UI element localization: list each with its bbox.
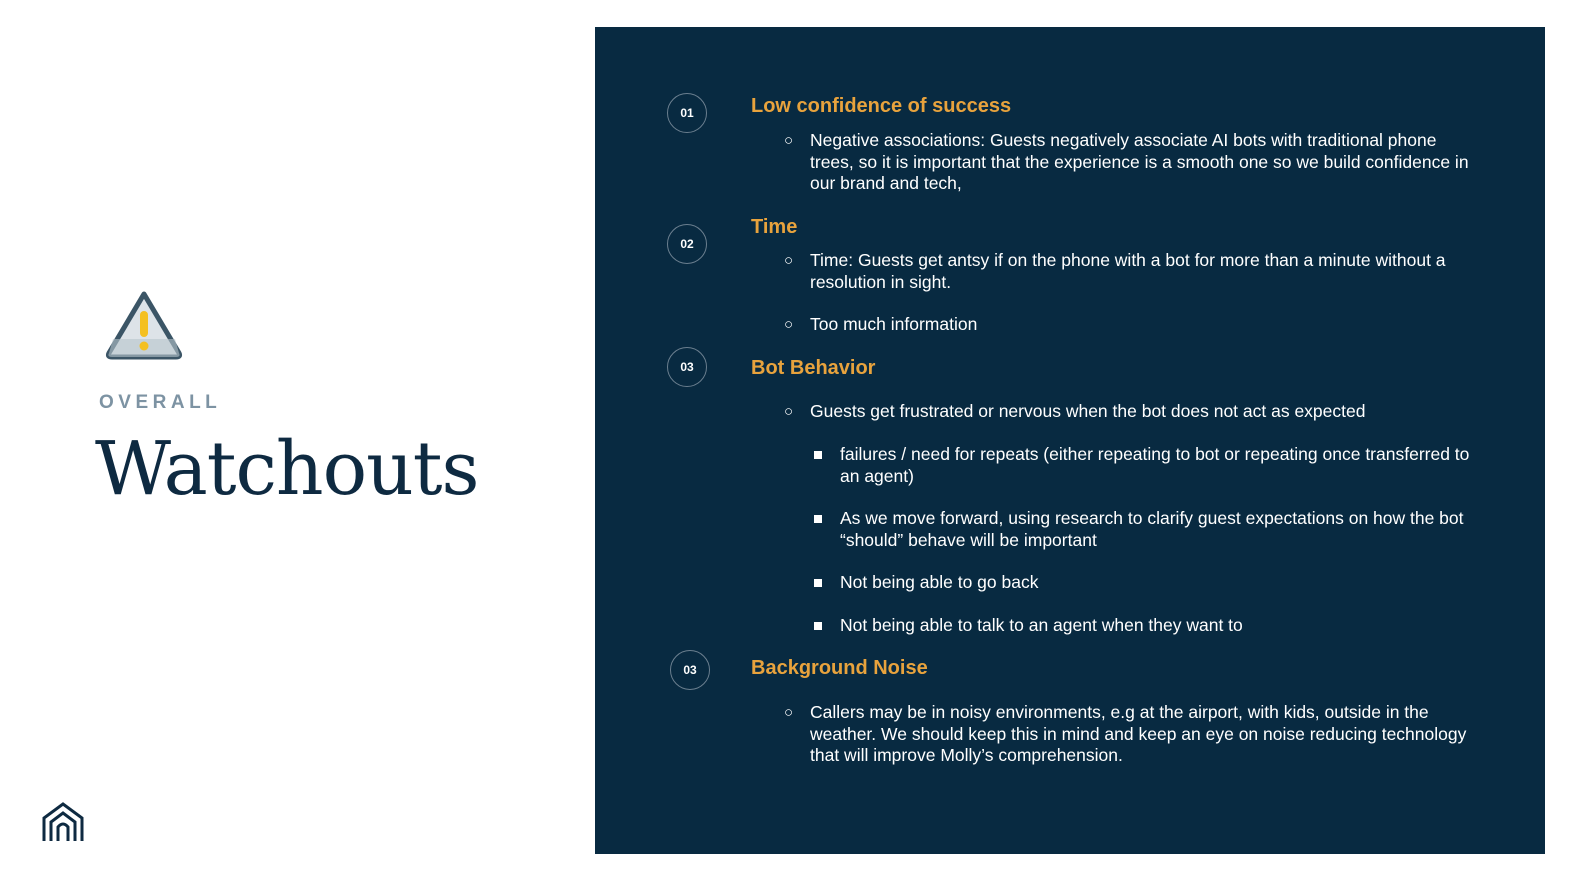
section-number-badge: 03 [670,650,710,690]
bullet-item: ○ Too much information [784,314,978,334]
sub-bullet-item: Not being able to go back [840,572,1470,594]
hollow-bullet-icon: ○ [784,132,794,149]
section-number-badge: 03 [667,347,707,387]
bullet-item: ○ Callers may be in noisy environments, e.g at the airport, with kids, outside in the weather. We should keep this in mind and keep an eye on noise reducing technology that will improve Molly’s comprehension. [784,702,1467,765]
bullet-item: ○ Time: Guests get antsy if on the phone with a bot for more than a minute without a resolution in sight. [784,250,1446,292]
section-heading: Low confidence of success [751,95,1012,117]
page-title: Watchouts [95,426,479,512]
section-heading: Background Noise [751,657,928,679]
section-heading: Bot Behavior [751,357,876,379]
square-bullet-icon [814,515,822,523]
left-column [0,0,595,883]
square-bullet-icon [814,579,822,587]
warning-triangle-icon [104,289,184,361]
sub-bullet-item: Not being able to talk to an agent when they want to [840,615,1470,637]
section-number-badge: 01 [667,93,707,133]
eyebrow-label: OVERALL [99,392,222,413]
sub-bullet-item: failures / need for repeats (either repeating to bot or repeating once transferred to an agent) [840,444,1470,487]
sub-bullet-item: As we move forward, using research to clarify guest expectations on how the bot “should” behave will be important [840,508,1470,551]
hollow-bullet-icon: ○ [784,316,794,333]
square-bullet-icon [814,622,822,630]
hollow-bullet-icon: ○ [784,403,794,420]
bullet-item: ○ Negative associations: Guests negatively associate AI bots with traditional phone trees, so it is important that the experience is a smooth one so we build confidence in our brand and tech, [784,130,1469,193]
bullet-item: ○ Guests get frustrated or nervous when the bot does not act as expected [784,401,1366,421]
hollow-bullet-icon: ○ [784,704,794,721]
section-heading: Time [751,216,798,238]
hollow-bullet-icon: ○ [784,252,794,269]
section-number-badge: 02 [667,224,707,264]
house-logo-icon [41,801,85,843]
watchouts-panel [595,27,1545,854]
square-bullet-icon [814,451,822,459]
